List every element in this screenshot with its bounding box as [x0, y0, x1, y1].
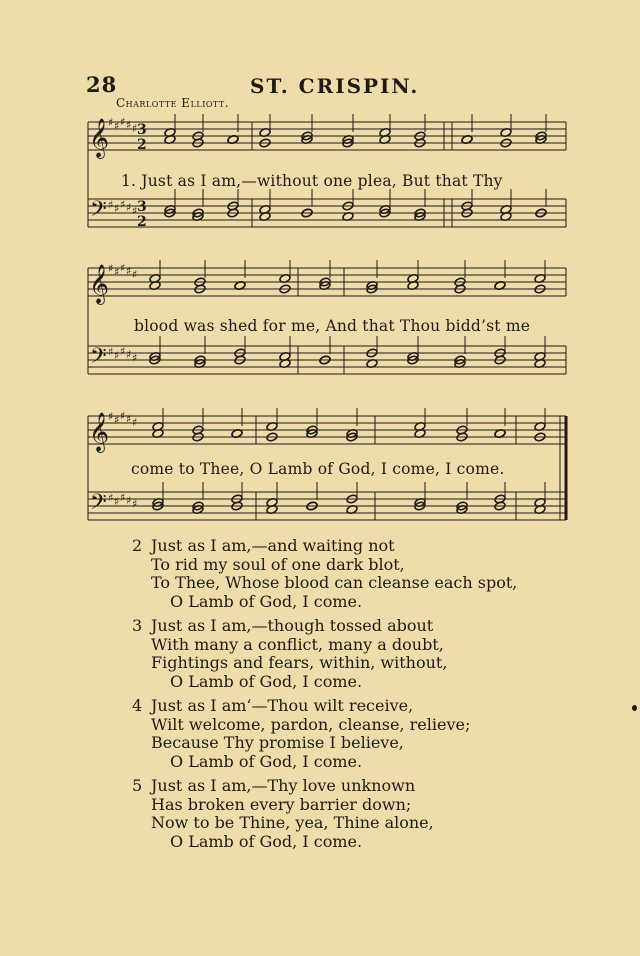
sharp-sign: ♯ — [114, 265, 120, 279]
verse-line: Fightings and fears, within, without, — [151, 653, 448, 672]
time-signature-top: 3 — [137, 199, 147, 215]
sharp-sign: ♯ — [132, 122, 138, 135]
sharp-sign: ♯ — [108, 345, 114, 359]
verse-3 — [132, 617, 552, 691]
treble-clef-icon: 𝄞 — [89, 118, 110, 158]
verse-line: Because Thy promise I believe, — [151, 733, 404, 752]
sharp-sign: ♯ — [132, 268, 138, 281]
verse-number: 5 — [132, 776, 143, 795]
music-system-3 — [0, 402, 640, 532]
verse-refrain: O Lamb of God, I come. — [170, 751, 363, 771]
ink-speck — [632, 705, 637, 711]
music-system-1 — [0, 108, 640, 240]
sharp-sign: ♯ — [126, 494, 132, 507]
sharp-sign: ♯ — [120, 261, 126, 275]
verse-refrain: O Lamb of God, I come. — [170, 591, 363, 611]
lyric-line-1: 1. Just as I am,—without one plea, But that Thy — [121, 172, 503, 190]
sharp-sign: ♯ — [132, 351, 138, 365]
sharp-sign: ♯ — [120, 345, 126, 358]
additional-verses — [132, 537, 552, 857]
sharp-sign: ♯ — [108, 198, 114, 212]
sharp-sign: ♯ — [114, 202, 120, 215]
sharp-sign: ♯ — [114, 349, 120, 362]
sharp-sign: ♯ — [126, 201, 132, 214]
time-signature-bottom: 2 — [137, 137, 147, 153]
time-signature-top: 3 — [137, 122, 147, 138]
verse-refrain: O Lamb of God, I come. — [170, 831, 363, 851]
sharp-sign: ♯ — [132, 416, 138, 429]
verse-line: To Thee, Whose blood can cleanse each spot, — [151, 573, 518, 592]
lyric-line-3: come to Thee, O Lamb of God, I come, I come. — [131, 460, 505, 478]
verse-number: 2 — [132, 536, 143, 555]
sharp-sign: ♯ — [114, 495, 120, 508]
sharp-sign: ♯ — [126, 264, 132, 278]
sharp-sign: ♯ — [126, 118, 132, 132]
sharp-sign: ♯ — [108, 262, 114, 275]
verse-5 — [132, 777, 552, 851]
sharp-sign: ♯ — [120, 198, 126, 211]
verse-line: With many a conflict, many a doubt, — [151, 634, 444, 654]
sharp-sign: ♯ — [120, 409, 126, 423]
verse-line: Just as I am,—Thy love unknown — [151, 776, 416, 795]
verse-4 — [132, 697, 552, 771]
verse-number: 4 — [132, 696, 143, 715]
sharp-sign: ♯ — [114, 119, 120, 133]
verse-line: To rid my soul of one dark blot, — [151, 554, 405, 574]
music-system-2 — [0, 254, 640, 386]
verse-refrain: O Lamb of God, I come. — [170, 671, 363, 691]
treble-clef-icon: 𝄞 — [89, 412, 110, 452]
sharp-sign: ♯ — [126, 348, 132, 361]
treble-clef-icon: 𝄞 — [89, 264, 110, 304]
sharp-sign: ♯ — [132, 204, 138, 218]
bass-clef-icon: 𝄢 — [90, 344, 107, 374]
verse-line: Has broken every barrier down; — [151, 794, 412, 814]
verse-line: Now to be Thine, yea, Thine alone, — [151, 813, 434, 832]
verse-2 — [132, 537, 552, 611]
bass-clef-icon: 𝄢 — [90, 197, 107, 227]
page-number: 28 — [86, 72, 118, 97]
sharp-sign: ♯ — [114, 413, 120, 427]
sharp-sign: ♯ — [120, 115, 126, 129]
sharp-sign: ♯ — [108, 410, 114, 423]
sharp-sign: ♯ — [126, 412, 132, 426]
verse-number: 3 — [132, 616, 143, 635]
sharp-sign: ♯ — [108, 116, 114, 129]
verse-line: Just as I am,—though tossed about — [151, 616, 434, 635]
verse-line: Just as I am‘—Thou wilt receive, — [151, 696, 414, 715]
sharp-sign: ♯ — [108, 491, 114, 505]
hymn-title: ST. CRISPIN. — [250, 74, 420, 98]
verse-line: Just as I am,—and waiting not — [151, 536, 395, 555]
lyric-line-2: blood was shed for me, And that Thou bidd’st me — [134, 317, 531, 335]
bass-clef-icon: 𝄢 — [90, 490, 107, 520]
hymn-author: Charlotte Elliott. — [116, 96, 230, 110]
sharp-sign: ♯ — [132, 497, 138, 511]
sharp-sign: ♯ — [120, 491, 126, 504]
time-signature-bottom: 2 — [137, 214, 147, 230]
verse-line: Wilt welcome, pardon, cleanse, relieve; — [151, 714, 471, 734]
